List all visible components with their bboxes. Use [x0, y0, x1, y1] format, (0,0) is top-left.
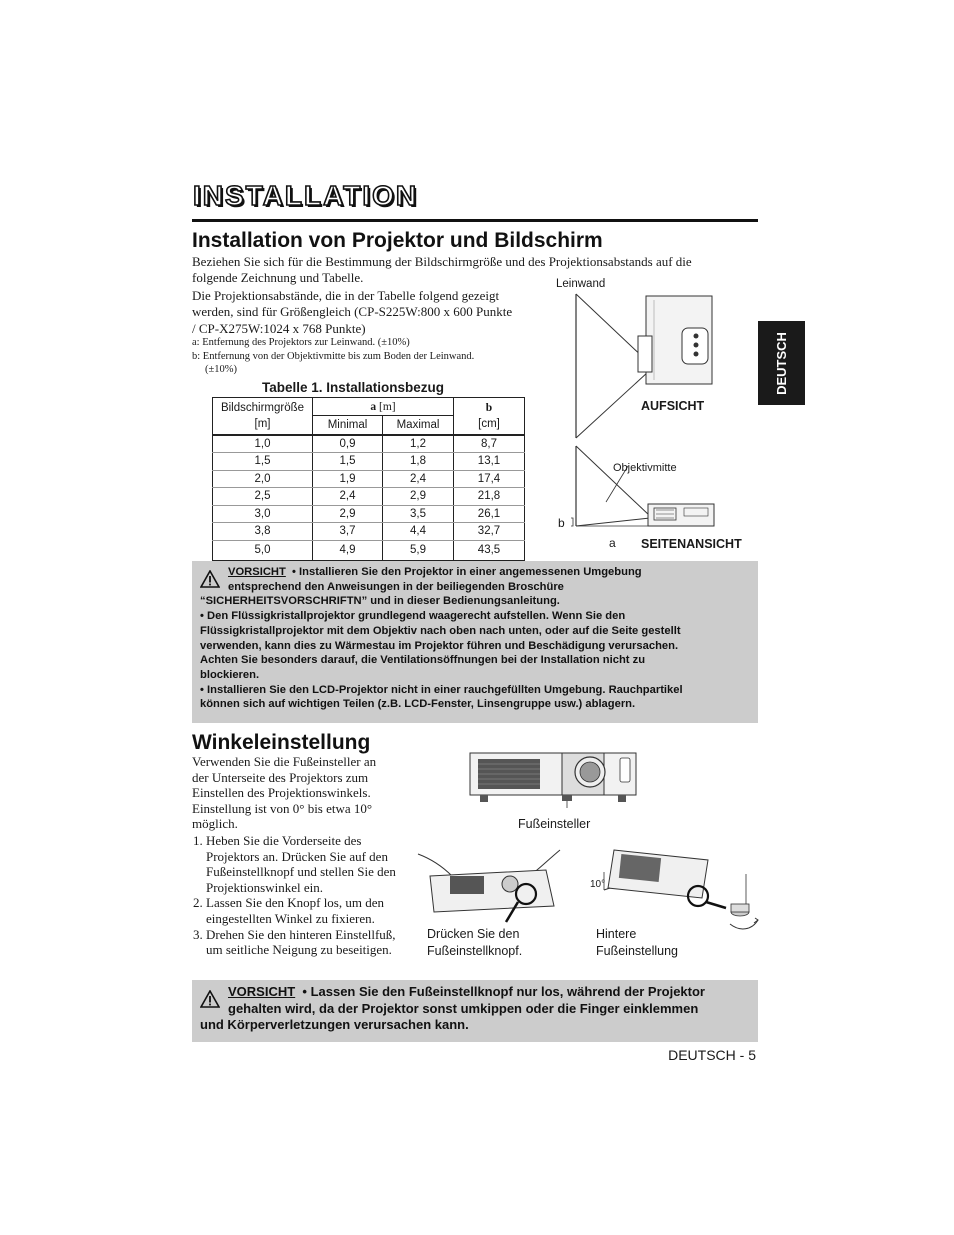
- distance-paragraph: [192, 288, 552, 337]
- section-heading-angle: Winkeleinstellung: [192, 731, 371, 754]
- table-row: [213, 470, 525, 488]
- step-item: 3. Drehen Sie den hinteren Einstellfuß, um seitliche Neigung zu beseitigen.: [206, 927, 406, 958]
- col-screen-size-unit: [m]: [254, 417, 271, 430]
- warning-icon: [200, 990, 220, 1008]
- angle-intro-line: möglich.: [192, 816, 238, 832]
- side-view-label: SEITENANSICHT: [641, 537, 742, 551]
- table-row: [213, 488, 525, 506]
- col-minimal: Minimal: [313, 416, 383, 435]
- caution-line: gehalten wird, da der Projektor sonst umkippen oder die Finger einklemmen: [228, 1000, 699, 1016]
- language-tab: [758, 321, 805, 405]
- angle-intro-line: Einstellen des Projektionswinkels.: [192, 785, 371, 801]
- caution-line: Flüssigkristallprojektor mit dem Objektiv nach oben nach unten, oder auf die Seite gestellt: [200, 624, 681, 637]
- col-b: [454, 398, 525, 435]
- col-b-symbol: b: [485, 401, 493, 414]
- col-b-unit: [cm]: [478, 417, 500, 430]
- table-cell: 2,9: [313, 505, 383, 523]
- table-cell: 3,0: [213, 505, 313, 523]
- note-b: b: Entfernung von der Objektivmitte bis zum Boden der Leinwand.: [192, 350, 475, 362]
- foot-adjuster-label: Fußeinsteller: [518, 817, 591, 831]
- caution-line: • Den Flüssigkristallprojektor grundlegend waagerecht aufstellen. Wenn Sie den: [200, 610, 626, 623]
- table-cell: 2,4: [383, 470, 454, 488]
- table-cell: 1,9: [313, 470, 383, 488]
- caution-line: entsprechend den Anweisungen in der beiliegenden Broschüre: [228, 580, 564, 593]
- table-cell: 3,7: [313, 523, 383, 541]
- table-cell: 4,9: [313, 540, 383, 560]
- table-cell: 43,5: [454, 540, 525, 560]
- col-a-symbol: a: [370, 400, 377, 413]
- lens-center-label: Objektivmitte: [613, 462, 677, 474]
- page-title: INSTALLATION: [193, 180, 419, 211]
- col-screen-size-label: Bildschirmgröße: [220, 401, 305, 414]
- table-cell: 3,8: [213, 523, 313, 541]
- page-number: DEUTSCH - 5: [668, 1047, 756, 1063]
- distance-line: werden, sind für Größengleich (CP-S225W:800 x 600 Punkte: [192, 304, 513, 320]
- intro-line: Beziehen Sie sich für die Bestimmung der Bildschirmgröße und des Projektionsabstands auf die: [192, 254, 692, 269]
- installation-table: [212, 397, 525, 561]
- table-cell: 2,4: [313, 488, 383, 506]
- table-cell: 32,7: [454, 523, 525, 541]
- rear-foot-illustration: [590, 846, 762, 936]
- caution-line: blockieren.: [200, 668, 260, 681]
- table-cell: 26,1: [454, 505, 525, 523]
- caution-line: • Installieren Sie den Projektor in einer angemessenen Umgebung: [292, 566, 642, 578]
- caution-line: und Körperverletzungen verursachen kann.: [200, 1017, 469, 1032]
- table-cell: 13,1: [454, 453, 525, 471]
- notes: [192, 336, 552, 377]
- warning-icon: [200, 570, 220, 588]
- table-cell: 1,5: [213, 453, 313, 471]
- angle-intro-line: der Unterseite des Projektors zum: [192, 769, 369, 785]
- step-item: 1. Heben Sie die Vorderseite des Projektors an. Drücken Sie auf den Fußeinstellknopf und stellen Sie den Projektionswinkel ein.: [206, 833, 406, 895]
- angle-steps: [192, 833, 406, 958]
- table-cell: 21,8: [454, 488, 525, 506]
- press-button-line: Drücken Sie den: [427, 927, 520, 941]
- table-cell: 5,9: [383, 540, 454, 560]
- top-view-label: AUFSICHT: [641, 399, 705, 413]
- caution-box-foot: [192, 980, 758, 1042]
- table-cell: 3,5: [383, 505, 454, 523]
- caution-line: • Lassen Sie den Fußeinstellknopf nur los, während der Projektor: [302, 984, 705, 999]
- rear-foot-line: Hintere: [596, 927, 637, 941]
- table-row: [213, 435, 525, 453]
- caution-line: können sich auf wichtigen Teilen (z.B. LCD-Fenster, Linsengruppe usw.) ablagern.: [200, 698, 636, 711]
- press-button-illustration: [414, 848, 564, 926]
- table-cell: 1,2: [383, 435, 454, 453]
- table-cell: 4,4: [383, 523, 454, 541]
- note-b-cont: (±10%): [205, 364, 238, 375]
- table-row: [213, 453, 525, 471]
- col-a-unit: [m]: [376, 400, 396, 413]
- press-button-label: [427, 926, 522, 960]
- table-cell: 0,9: [313, 435, 383, 453]
- angle-intro-line: Verwenden Sie die Fußeinsteller an: [192, 754, 377, 769]
- table-cell: 1,8: [383, 453, 454, 471]
- step-item: 2. Lassen Sie den Knopf los, um den eingestellten Winkel zu fixieren.: [206, 895, 406, 926]
- table-cell: 1,0: [213, 435, 313, 453]
- caution-line: verwenden, kann dies zu Wärmestau im Projektor führen und Beschädigung verursachen.: [200, 639, 679, 652]
- caution-box-installation: [192, 561, 758, 723]
- caution-line: • Installieren Sie den LCD-Projektor nicht in einer rauchgefüllten Umgebung. Rauchpartikel: [200, 683, 683, 696]
- table-row: [213, 540, 525, 560]
- screen-label: Leinwand: [556, 278, 606, 290]
- press-button-line: Fußeinstellknopf.: [427, 944, 523, 958]
- table-cell: 2,0: [213, 470, 313, 488]
- col-a: [313, 398, 454, 416]
- angle-intro: [192, 754, 412, 832]
- distance-line: Die Projektionsabstände, die in der Tabelle folgend gezeigt: [192, 288, 500, 303]
- b-label: b: [558, 516, 565, 530]
- caution-keyword: VORSICHT: [228, 984, 296, 999]
- a-label: a: [609, 536, 616, 550]
- col-maximal: Maximal: [383, 416, 454, 435]
- angle-label: 10°: [590, 879, 606, 890]
- table-cell: 1,5: [313, 453, 383, 471]
- projection-diagram: [570, 290, 760, 558]
- table-cell: 17,4: [454, 470, 525, 488]
- section-heading-installation: Installation von Projektor und Bildschirm: [192, 229, 603, 252]
- note-a: a: Entfernung des Projektors zur Leinwand. (±10%): [192, 337, 410, 348]
- language-tab-label: DEUTSCH: [774, 331, 789, 395]
- table-cell: 5,0: [213, 540, 313, 560]
- projector-front-illustration: [468, 750, 640, 808]
- col-screen-size: [213, 398, 313, 435]
- intro-paragraph: [192, 254, 752, 287]
- table-cell: 8,7: [454, 435, 525, 453]
- caution-keyword: VORSICHT: [228, 566, 286, 578]
- title-rule: [192, 219, 758, 222]
- table-cell: 2,9: [383, 488, 454, 506]
- caution-line: Achten Sie besonders darauf, die Ventilationsöffnungen bei der Installation nicht zu: [200, 654, 646, 667]
- table-caption: Tabelle 1. Installationsbezug: [262, 380, 445, 395]
- table-cell: 2,5: [213, 488, 313, 506]
- rear-foot-line: Fußeinstellung: [596, 944, 678, 958]
- caution-line: “SICHERHEITSVORSCHRIFTN” und in dieser Bedienungsanleitung.: [200, 595, 560, 608]
- intro-line: folgende Zeichnung und Tabelle.: [192, 270, 364, 286]
- angle-intro-line: Einstellung ist von 0° bis etwa 10°: [192, 800, 373, 816]
- distance-line: / CP-X275W:1024 x 768 Punkte): [192, 320, 366, 336]
- rear-foot-label: [596, 926, 678, 960]
- table-row: [213, 505, 525, 523]
- table-row: [213, 523, 525, 541]
- installation-table-wrap: [212, 397, 525, 561]
